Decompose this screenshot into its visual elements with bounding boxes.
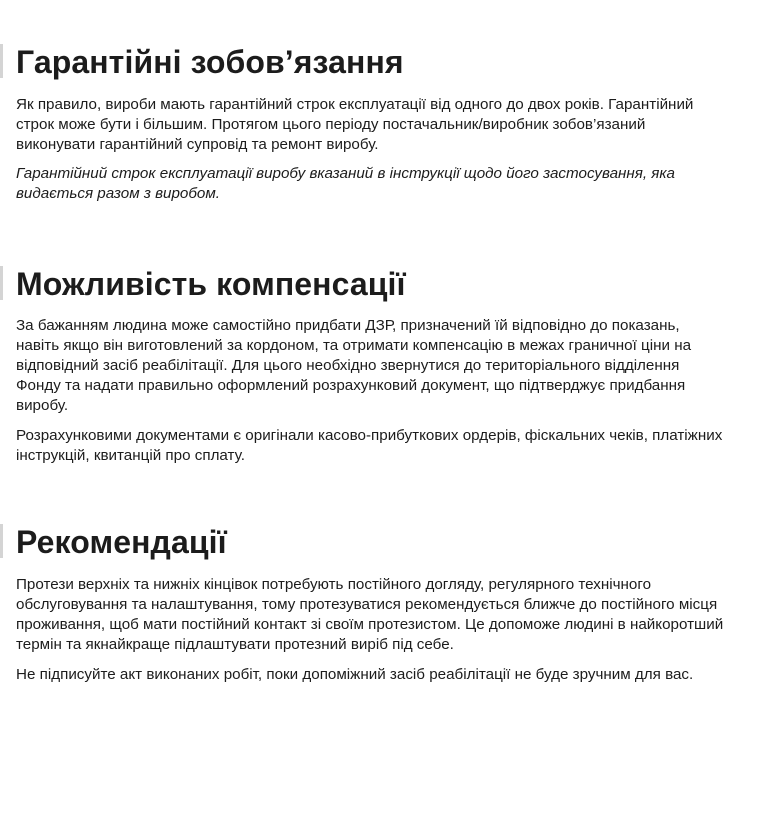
recommendations-paragraph-2: Не підписуйте акт виконаних робіт, поки допоміжний засіб реабілітації не буде зручним для вас.	[16, 666, 694, 683]
heading-accent-bar	[0, 266, 3, 300]
section-compensation	[0, 264, 760, 466]
section-heading-row	[0, 264, 760, 304]
recommendations-paragraph-1: Протези верхніх та нижніх кінцівок потребують постійного догляду, регулярного технічного обслуговування та налаштування, тому протезуватися рекомендується ближче до постійного місця проживання, щоб мати постійний контакт зі своїм протезистом. Це допоможе людині в найкоротший термін та якнайкраще підлаштувати протезний виріб під себе.	[16, 576, 724, 653]
compensation-paragraph-1: За бажанням людина може самостійно придбати ДЗР, призначений їй відповідно до показань, навіть якщо він виготовлений за кордоном, та отримати компенсацію в межах граничної ціни на відповідний засіб реабілітації. Для цього необхідно звернутися до територіального відділення Фонду та надати правильно оформлений розрахунковий документ, що підтверджує придбання виробу.	[16, 317, 692, 414]
section-heading-row	[0, 522, 760, 562]
section-heading-row	[0, 42, 760, 82]
section-recommendations	[0, 522, 760, 685]
heading-accent-bar	[0, 44, 3, 78]
section-warranty	[0, 42, 760, 204]
section-title-warranty: Гарантійні зобов’язання	[16, 44, 404, 80]
section-title-compensation: Можливість компенсації	[16, 266, 406, 302]
warranty-paragraph-2: Гарантійний строк експлуатації виробу вказаний в інструкції щодо його застосування, яка видається разом з виробом.	[16, 165, 676, 202]
compensation-paragraph-2: Розрахунковими документами є оригінали касово-прибуткових ордерів, фіскальних чеків, платіжних інструкцій, квитанцій про сплату.	[16, 427, 723, 464]
warranty-paragraph-1: Як правило, вироби мають гарантійний строк експлуатації від одного до двох років. Гарантійний строк може бути і більшим. Протягом цього періоду постачальник/виробник зобов’язаний виконувати гарантійний супровід та ремонт виробу.	[16, 96, 694, 153]
heading-accent-bar	[0, 524, 3, 558]
section-title-recommendations: Рекомендації	[16, 524, 227, 560]
